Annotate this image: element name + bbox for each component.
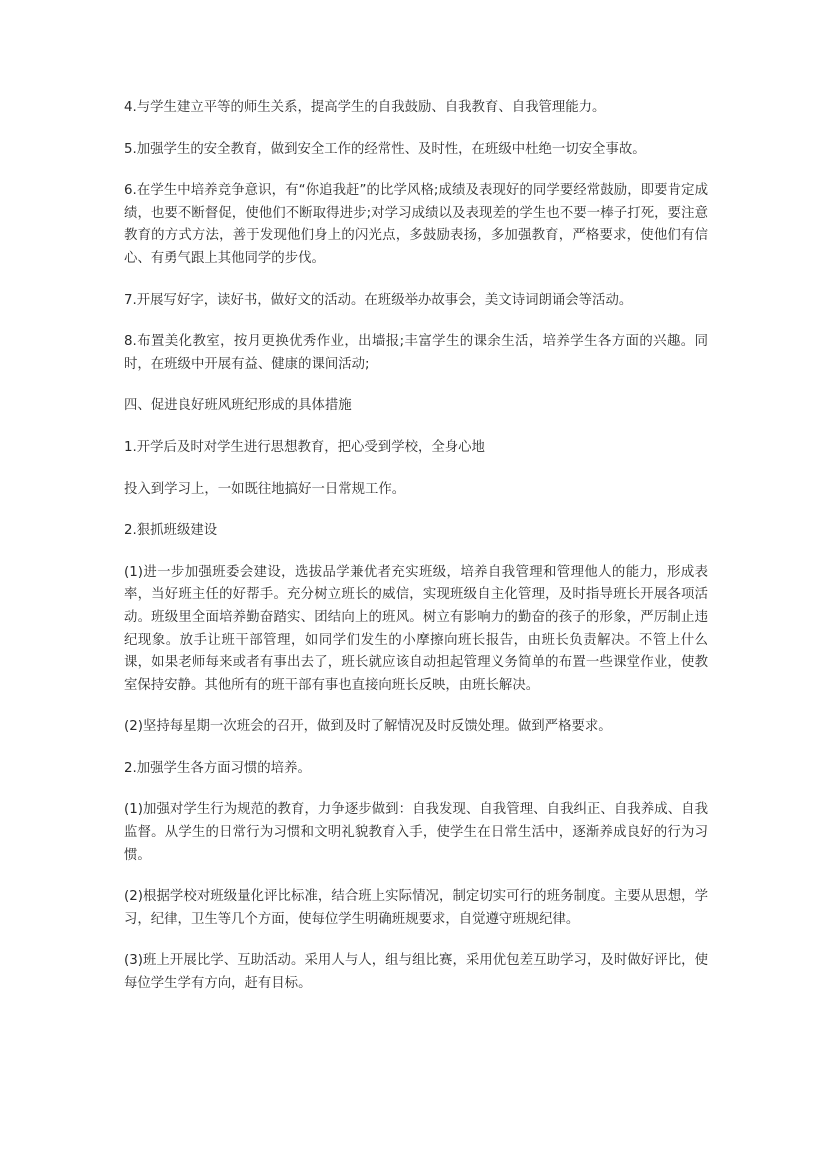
paragraph-item-5: 5.加强学生的安全教育，做到安全工作的经常性、及时性，在班级中杜绝一切安全事故。	[124, 141, 646, 157]
section-heading: 四、促进良好班风班纪形成的具体措施	[124, 398, 352, 414]
paragraph-item-7: 7.开展写好字，读好书，做好文的活动。在班级举办故事会，美文诗词朗诵会等活动。	[124, 292, 633, 308]
paragraph-item-4: 4.与学生建立平等的师生关系，提高学生的自我鼓励、自我教育、自我管理能力。	[124, 100, 606, 115]
habits-item-2: (2)根据学校对班级量化评比标准，结合班上实际情况，制定切实可行的班务制度。主要从思想，学习，纪律，卫生等几个方面，使每位学生明确班规要求，自觉遵守班规纪律。	[124, 889, 708, 927]
measure-2-heading: 2.狠抓班级建设	[124, 523, 218, 539]
habits-heading: 2.加强学生各方面习惯的培养。	[124, 760, 311, 776]
habits-item-3: (3)班上开展比学、互助活动。采用人与人，组与组比赛，采用优包差互助学习，及时做好评比，使每位学生学有方向，赶有目标。	[124, 953, 708, 992]
document-page	[124, 97, 708, 1015]
paragraph-item-6: 6.在学生中培养竞争意识，有“你追我赶”的比学风格;成绩及表现好的同学要经常鼓励，即要肯定成绩，也要不断督促，使他们不断取得进步;对学习成绩以及表现差的学生也不要一棒子打死，要注意教育的方式方法，善于发现他们身上的闪光点，多鼓励表扬，多加强教育，严格要求，使他们有信心、有勇气跟上其他同学的步伐。	[124, 183, 708, 266]
paragraph-item-8: 8.布置美化教室，按月更换优秀作业，出墙报;丰富学生的课余生活，培养学生各方面的兴趣。同时，在班级中开展有益、健康的课间活动;	[124, 334, 708, 372]
measure-2-item-1: (1)进一步加强班委会建设，选拔品学兼优者充实班级，培养自我管理和管理他人的能力，形成表率，当好班主任的好帮手。充分树立班长的威信，实现班级自主化管理，及时指导班长开展各项活动。班级里全面培养勤奋踏实、团结向上的班风。树立有影响力的勤奋的孩子的形象，严厉制止违纪现象。放手让班干部管理，如同学们发生的小摩擦向班长报告，由班长负责解决。不管上什么课，如果老师每来或者有事出去了，班长就应该自动担起管理义务简单的布置一些课堂作业，使教室保持安静。其他所有的班干部有事也直接向班长反映，由班长解决。	[124, 564, 708, 693]
measure-1-continuation: 投入到学习上，一如既往地搞好一日常规工作。	[124, 481, 406, 497]
measure-1-intro: 1.开学后及时对学生进行思想教育，把心受到学校，全身心地	[124, 439, 485, 455]
measure-2-item-2: (2)坚持每星期一次班会的召开，做到及时了解情况及时反馈处理。做到严格要求。	[124, 719, 612, 735]
habits-item-1: (1)加强对学生行为规范的教育，力争逐步做到：自我发现、自我管理、自我纠正、自我养成、自我监督。从学生的日常行为习惯和文明礼貌教育入手，使学生在日常生活中，逐渐养成良好的行为习惯。	[124, 802, 708, 863]
